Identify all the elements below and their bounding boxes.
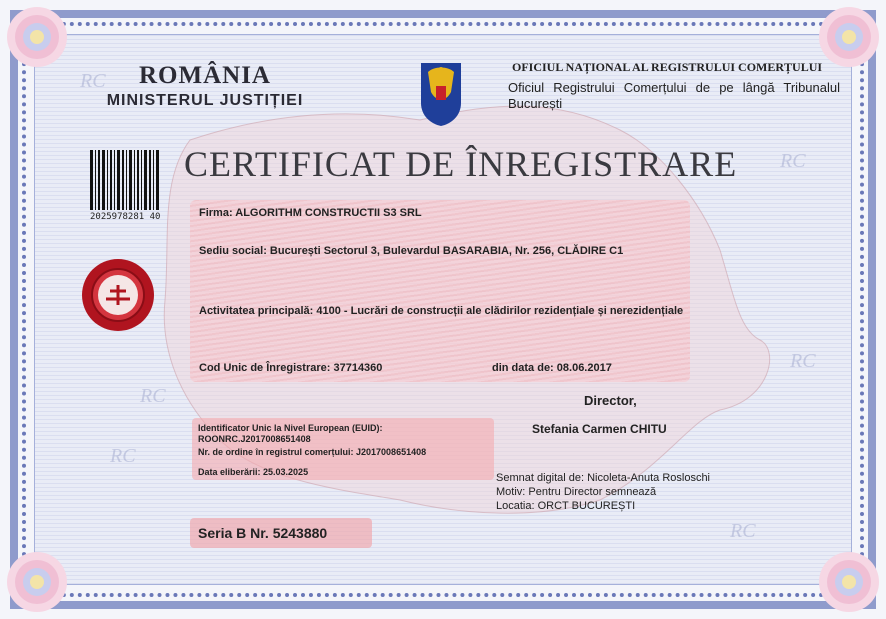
rc-watermark: RC [80,70,106,92]
ministry-name: MINISTERUL JUSTIȚIEI [106,92,304,109]
rc-watermark: RC [140,385,166,407]
director-title: Director, [584,393,637,408]
digital-signature-block [496,471,710,513]
corner-rosette [814,547,884,617]
issue-date: Data eliberării: 25.03.2025 [198,467,309,477]
rc-watermark: RC [730,520,756,542]
euid-label: Identificator Unic la Nivel European (EUID): [198,423,383,433]
corner-rosette [2,2,72,72]
rc-watermark: RC [780,150,806,172]
signature-location: Locatia: ORCT BUCUREȘTI [496,500,636,512]
registry-order-number: Nr. de ordine în registrul comerțului: J2017008651408 [198,447,427,457]
activitate-field: Activitatea principală: 4100 - Lucrări de construcții ale clădirilor rezidențiale și nerezidențiale [199,305,684,317]
wax-seal-icon [78,255,158,335]
signed-by: Semnat digital de: Nicoleta-Anuta Rosloschi [496,472,711,484]
header-left [90,62,320,110]
cui-field: Cod Unic de Înregistrare: 37714360 [199,362,383,374]
firma-field: Firma: ALGORITHM CONSTRUCTII S3 SRL [199,207,422,219]
corner-rosette [2,547,72,617]
rc-watermark: RC [110,445,136,467]
certificate-title: CERTIFICAT DE ÎNREGISTRARE [184,144,738,184]
signature-reason: Motiv: Pentru Director semnează [496,486,657,498]
coat-of-arms-icon [416,58,466,128]
corner-rosette [814,2,884,72]
office-title: OFICIUL NAȚIONAL AL REGISTRULUI COMERȚULUI [512,60,823,74]
office-subtitle: Oficiul Registrului Comerțului de pe lângă Tribunalul București [508,80,840,111]
rc-watermark: RC [790,350,816,372]
sediu-field: Sediu social: București Sectorul 3, Bulevardul BASARABIA, Nr. 256, CLĂDIRE C1 [199,245,624,257]
registration-date-field: din data de: 08.06.2017 [492,362,612,374]
company-info-panel [190,200,690,382]
euid-value: ROONRC.J2017008651408 [198,434,311,444]
barcode-number: 2025978281 40 [90,212,161,222]
series-number: Seria B Nr. 5243880 [198,525,328,541]
country-name: ROMÂNIA [139,62,271,89]
barcode [90,150,160,210]
director-name: Stefania Carmen CHITU [532,422,667,436]
